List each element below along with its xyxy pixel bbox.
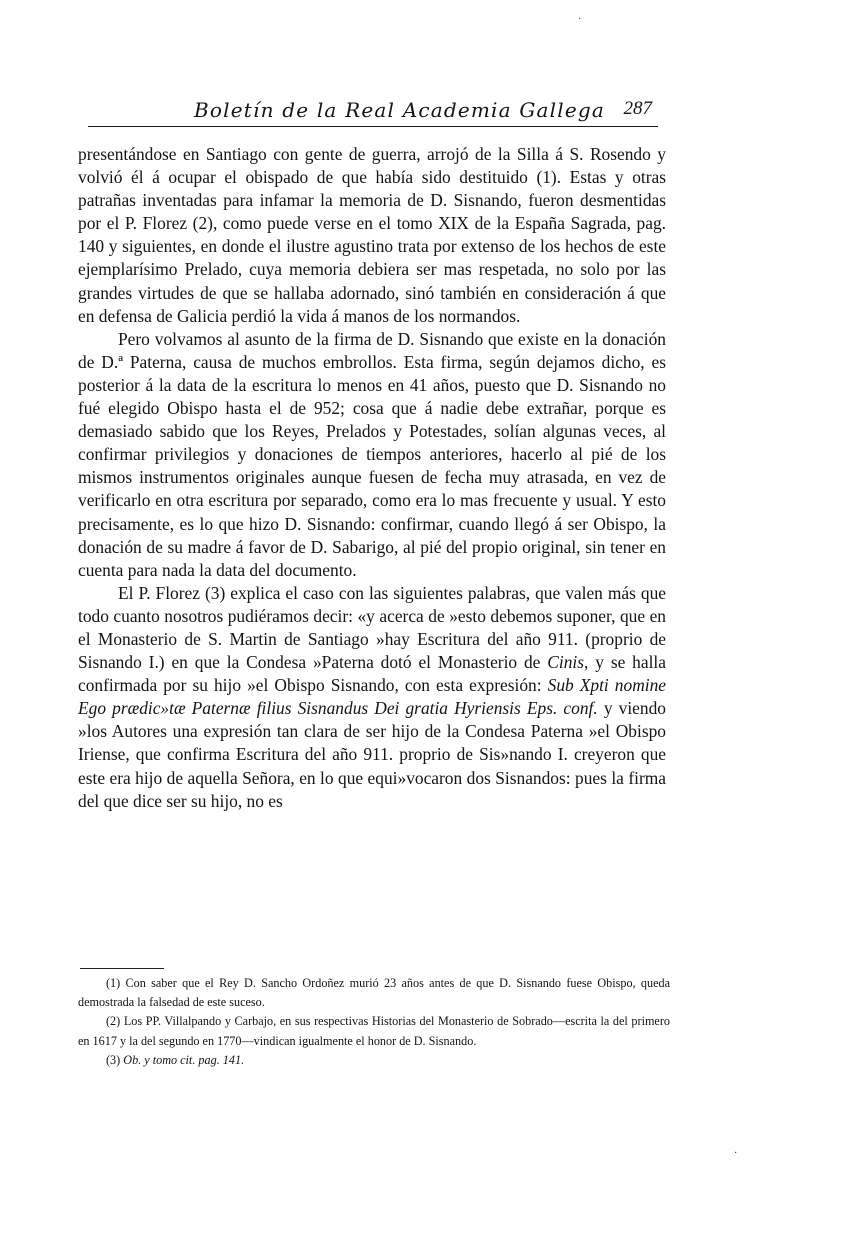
scan-speck: · xyxy=(734,1148,738,1159)
paragraph-1: presentándose en Santiago con gente de guerra, arrojó de la Silla á S. Rosendo y volvió él á ocupar el obispado de que había sido destituido (1). Estas y otras patrañas inventadas para infamar la memoria de D. Sisnando, fueron desmentidas por el P. Florez (2), como puede verse en el tomo XIX de la España Sagrada, pag. 140 y siguientes, en donde el ilustre agustino trata por extenso de los hechos de este ejemplarísimo Prelado, cuya memoria debiera ser mas respetada, no solo por las grandes virtudes de que se hallaba adornado, sinó también en consideración á que en defensa de Galicia perdió la vida á manos de los normandos. xyxy=(78,144,666,326)
footnote-3-number: (3) xyxy=(106,1052,124,1067)
footnote-2: (2) Los PP. Villalpando y Carbajo, en sus respectivas Historias del Monasterio de Sobrado—escrita la del primero en 1617 y la del segundo en 1770—vindican igualmente el honor de D. Sisnando. xyxy=(78,1014,670,1048)
footnote-3-reference: Ob. y tomo cit. pag. 141. xyxy=(123,1052,245,1067)
body-text xyxy=(78,143,666,813)
footnotes xyxy=(78,974,670,1070)
running-title: Boletín de la Real Academia Gallega xyxy=(194,98,605,122)
paragraph-3-text-a: El P. Florez (3) explica el caso con las siguientes palabras, que valen más que todo cuanto nosotros pudiéramos decir: «y acerca de »esto debemos suponer, que en el Monasterio de S. Martin de Santiago »hay Escritura del año 911. (proprio de Sisnando I.) en que la Condesa »Paterna dotó el Monasterio de xyxy=(78,582,666,673)
header-rule xyxy=(88,126,658,127)
footnote-rule xyxy=(80,968,164,969)
paragraph-3-text-c: y viendo »los Autores una expresión tan clara de ser hijo de la Condesa Paterna »el Obispo Iriense, que confirma Escritura del año 911. proprio de Sis»nando I. creyeron que este era hijo de aquella Señora, en lo que equi»vocaron dos Sisnandos: pues la firma del que dice ser su hijo, no es xyxy=(78,698,666,811)
footnote-1: (1) Con saber que el Rey D. Sancho Ordoñez murió 23 años antes de que D. Sisnando fuese Obispo, queda demostrada la falsedad de este suceso. xyxy=(78,976,670,1010)
latin-quote: Sub Xpti nomine Ego prædic»tæ Paternæ filius Sisnandus Dei gratia Hyriensis Eps. conf. xyxy=(78,675,666,719)
running-header xyxy=(172,98,658,126)
scan-speck: · xyxy=(578,14,582,25)
footnote-3 xyxy=(78,1051,670,1070)
paragraph-3 xyxy=(78,582,666,813)
cinis-italic: Cinis xyxy=(547,652,585,673)
paragraph-3-text-b: , y se halla confirmada por su hijo »el Obispo Sisnando, con esta expresión: xyxy=(78,652,666,696)
paragraph-2: Pero volvamos al asunto de la firma de D. Sisnando que existe en la donación de D.ª Paterna, causa de muchos embrollos. Esta firma, según dejamos dicho, es posterior á la data de la escritura lo menos en 41 años, puesto que D. Sisnando no fué elegido Obispo hasta el de 952; cosa que á nadie debe extrañar, porque es demasiado sabido que los Reyes, Prelados y Potestades, solían algunas veces, al confirmar privilegios y donaciones de tiempos anteriores, hacerlo al pié de los mismos instrumentos originales aunque fuesen de fecha muy atrasada, en vez de verificarlo en otra escritura por separado, como era lo mas frecuente y usual. Y esto precisamente, es lo que hizo D. Sisnando: confirmar, cuando llegó á ser Obispo, la donación de su madre á favor de D. Sabarigo, al pié del propio original, sin tener en cuenta para nada la data del documento. xyxy=(78,328,666,580)
page-number: 287 xyxy=(623,98,652,119)
